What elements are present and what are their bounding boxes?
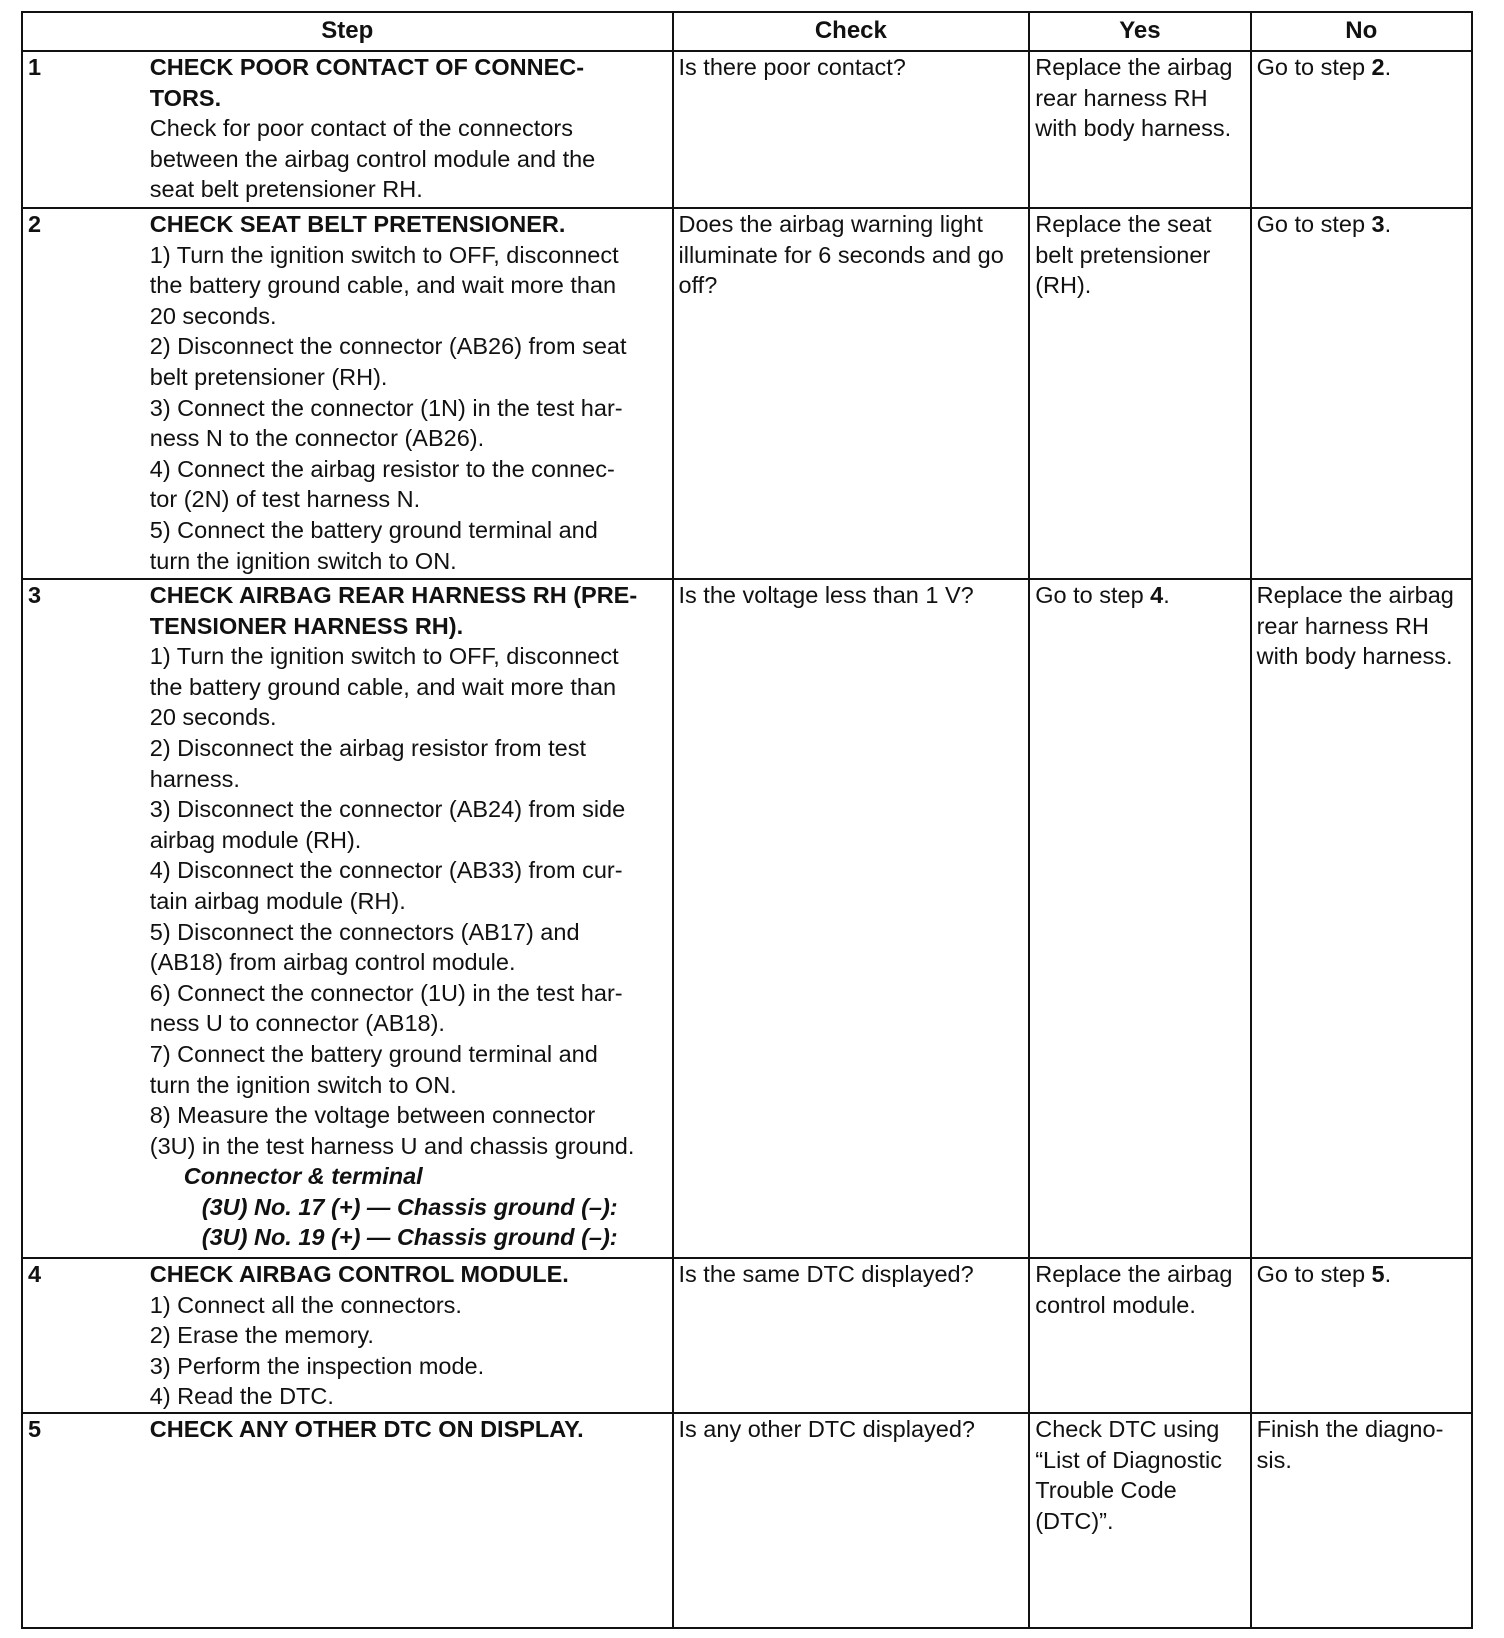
terminal-spec-line: (3U) No. 17 (+) — Chassis ground (–): (201, 1193, 618, 1220)
step-number: 1 (22, 51, 145, 208)
check-cell: Is the same DTC displayed? (673, 1258, 1030, 1413)
step-cell (145, 51, 673, 208)
header-check: Check (673, 12, 1030, 51)
yes-cell: Check DTC using “List of Diagnostic Trouble Code (DTC)”. (1029, 1413, 1250, 1628)
no-suffix: . (1384, 54, 1392, 80)
yes-cell: Replace the airbag control module. (1029, 1258, 1250, 1413)
step-reference: 2 (1371, 54, 1385, 80)
table-row (22, 1258, 1472, 1413)
step-title: CHECK POOR CONTACT OF CONNEC- TORS. (149, 54, 585, 111)
yes-cell (1029, 579, 1250, 1258)
step-number: 5 (22, 1413, 145, 1628)
header-step: Step (22, 12, 673, 51)
step-title: CHECK SEAT BELT PRETENSIONER. (149, 211, 566, 237)
header-row (22, 12, 1472, 51)
table-row (22, 51, 1472, 208)
step-number: 2 (22, 208, 145, 579)
connector-terminal-heading: Connector & terminal (183, 1163, 423, 1190)
step-cell (145, 579, 673, 1258)
no-cell: Finish the diagno- sis. (1251, 1413, 1472, 1628)
no-cell: Replace the airbag rear harness RH with body harness. (1251, 579, 1472, 1258)
step-cell (145, 208, 673, 579)
step-reference: 4 (1150, 582, 1164, 608)
yes-cell: Replace the airbag rear harness RH with body harness. (1029, 51, 1250, 208)
no-cell (1251, 1258, 1472, 1413)
yes-cell: Replace the seat belt pretensioner (RH). (1029, 208, 1250, 579)
no-cell (1251, 208, 1472, 579)
no-text: Go to step (1256, 54, 1372, 80)
check-cell: Does the airbag warning light illuminate for 6 seconds and go off? (673, 208, 1030, 579)
step-instructions: 1) Connect all the connectors. 2) Erase the memory. 3) Perform the inspection mode. 4) Read the DTC. (149, 1291, 485, 1410)
table-row (22, 208, 1472, 579)
check-cell: Is the voltage less than 1 V? (673, 579, 1030, 1258)
step-number: 4 (22, 1258, 145, 1413)
step-instructions: Check for poor contact of the connectors between the airbag control module and the seat belt pretensioner RH. (149, 115, 596, 203)
no-suffix: . (1384, 211, 1392, 237)
header-yes: Yes (1029, 12, 1250, 51)
yes-text: Go to step (1035, 582, 1151, 608)
check-cell: Is any other DTC displayed? (673, 1413, 1030, 1628)
step-number: 3 (22, 579, 145, 1258)
no-cell (1251, 51, 1472, 208)
step-instructions: 1) Turn the ignition switch to OFF, disconnect the battery ground cable, and wait more than 20 seconds. 2) Disconnect the connector (AB26) from seat belt pretensioner (RH). 3) Connect the connector (1N) in the test har- ness N to the connector (AB26). 4) Connect the airbag resistor to the connec- tor (2N) of test harness N. 5) Connect the battery ground terminal and turn the ignition switch to ON. (149, 241, 627, 574)
yes-suffix: . (1163, 582, 1170, 608)
diagnostic-table (21, 11, 1473, 1629)
step-title: CHECK ANY OTHER DTC ON DISPLAY. (149, 1416, 584, 1442)
step-cell (145, 1258, 673, 1413)
step-title: CHECK AIRBAG CONTROL MODULE. (149, 1261, 569, 1287)
step-reference: 5 (1371, 1261, 1385, 1287)
step-cell (145, 1413, 673, 1628)
step-instructions: 1) Turn the ignition switch to OFF, disconnect the battery ground cable, and wait more than 20 seconds. 2) Disconnect the airbag resistor from test harness. 3) Disconnect the connector (AB24) from side airbag module (RH). 4) Disconnect the connector (AB33) from cur- tain airbag module (RH). 5) Disconnect the connectors (AB17) and (AB18) from airbag control module. 6) Connect the connector (1U) in the test har- ness U to connector (AB18). 7) Connect the battery ground terminal and turn the ignition switch to ON. 8) Measure the voltage between connector (3U) in the test harness U and chassis ground. (149, 643, 635, 1159)
table-row (22, 1413, 1472, 1628)
step-reference: 3 (1371, 211, 1385, 237)
no-text: Go to step (1256, 211, 1372, 237)
header-no: No (1251, 12, 1472, 51)
check-cell: Is there poor contact? (673, 51, 1030, 208)
terminal-spec-line: (3U) No. 19 (+) — Chassis ground (–): (201, 1224, 618, 1251)
no-suffix: . (1384, 1261, 1392, 1287)
step-title: CHECK AIRBAG REAR HARNESS RH (PRE- TENSIONER HARNESS RH). (149, 582, 638, 639)
table-row (22, 579, 1472, 1258)
no-text: Go to step (1256, 1261, 1372, 1287)
